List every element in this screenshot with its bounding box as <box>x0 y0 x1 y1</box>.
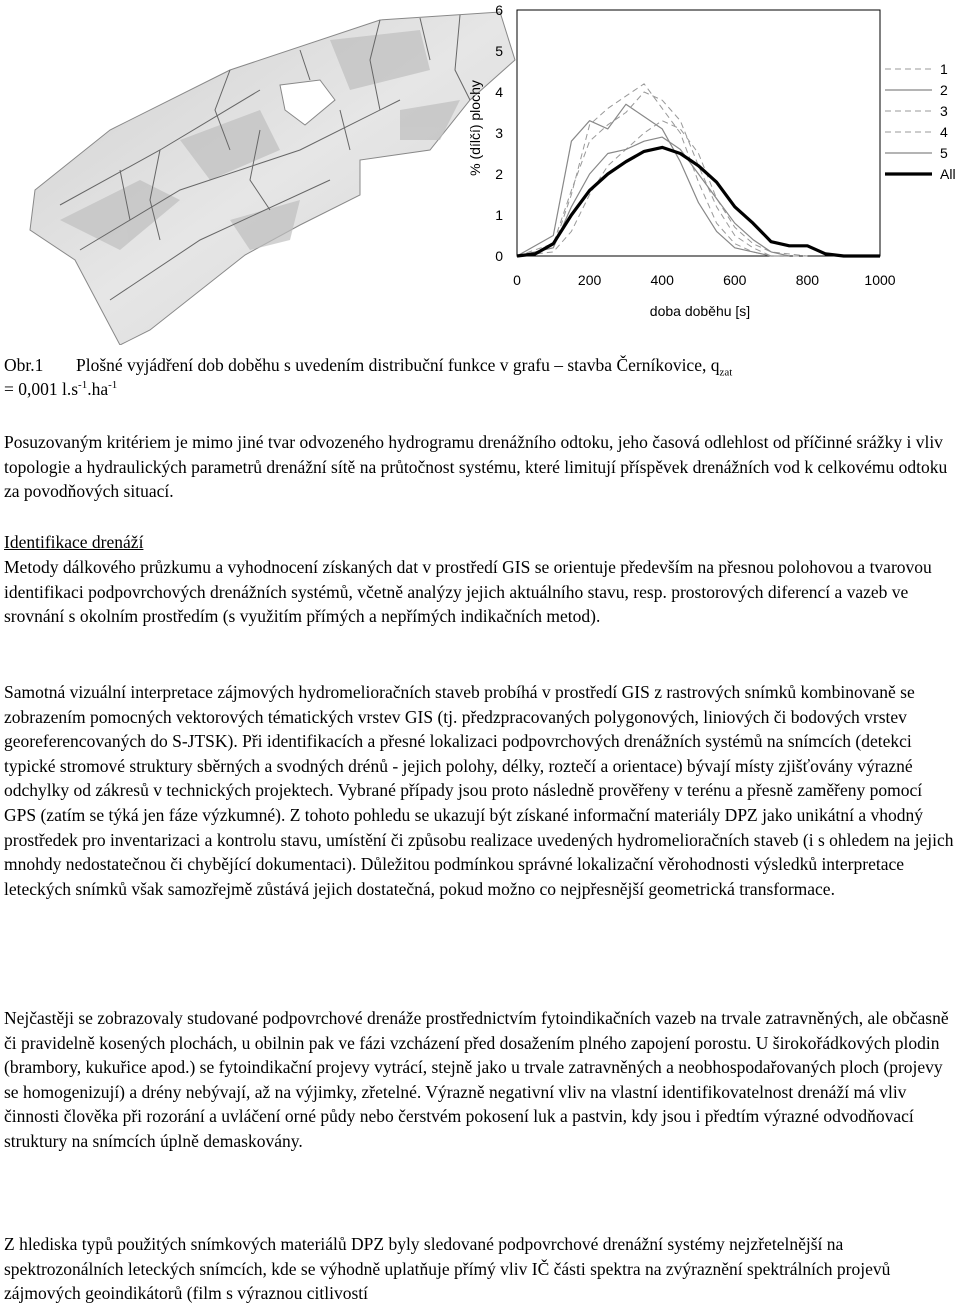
y-tick-label: 5 <box>495 43 503 59</box>
y-tick-label: 4 <box>495 84 503 100</box>
section-heading: Identifikace drenáží <box>4 532 144 552</box>
x-tick-label: 200 <box>577 272 602 288</box>
paragraph-1: Posuzovaným kritériem je mimo jiné tvar odvozeného hydrogramu drenážního odtoku, jeho časová odlehlost od příčinné srážky i vliv topologie a hydraulických parametrů drenážní sítě na průtočnost systému, které limitují příspěvek drenážních vod k celkovému odtoku za povodňových situací. <box>4 432 948 502</box>
legend-label-All: All <box>940 166 956 182</box>
y-tick-label: 0 <box>495 248 503 264</box>
paragraph-2: Metody dálkového průzkumu a vyhodnocení získaných dat v prostředí GIS se orientuje především na přesnou polohovou a tvarovou identifikaci podpovrchových drenážních systémů, včetně analýzy jejich aktuálního stavu, resp. prostorových diferencí a vazeb ve srovnání s okolním prostředím (s využitím přímých a nepřímých indikačních metod). <box>4 557 932 627</box>
plot-frame <box>517 10 880 256</box>
x-tick-label: 800 <box>795 272 820 288</box>
series-line-3 <box>517 92 789 256</box>
x-tick-label: 400 <box>650 272 674 288</box>
caption-line-2: = 0,001 $l.s^{-1}.ha^{-1}$ <box>4 379 118 399</box>
y-tick-label: 1 <box>495 207 503 223</box>
x-tick-label: 0 <box>513 272 521 288</box>
x-tick-label: 1000 <box>864 272 896 288</box>
distribution-chart <box>440 0 960 330</box>
y-tick-label: 2 <box>495 166 503 182</box>
legend-label-3: 3 <box>940 103 948 119</box>
legend-label-1: 1 <box>940 61 948 77</box>
y-axis-label: % (dílčí) plochy <box>467 80 483 176</box>
paragraph-3: Samotná vizuální interpretace zájmových hydromelioračních staveb probíhá v prostředí GIS z rastrových snímků kombinovaně se zobrazením pomocných vektorových tématických vrstev GIS (tj. předzpracovaných polygonových, liniových či bodových vrstev georeferencovaných do S-JTSK). Při identifikacích a přesné lokalizaci podpovrchových drenážních systémů na snímcích (detekci typické stromové struktury sběrných a svodných drénů - jejich polohy, délky, roztečí a orientace) bývají místy zjišťovány výrazné odchylky od zákresů v technických projektech. Vybrané případy jsou proto následně prověřeny v terénu a přesně zaměřeny pomocí GPS (zatím se týká jen fáze výzkumné). Z tohoto pohledu se ukazují být získané informační materiály DPZ jako unikátní a vhodný prostředek pro inventarizaci a kontrolu stavu, umístění či způsobu realizace uvedených hydromelioračních staveb (i s ohledem na jejich mnohdy nedostatečnou či chybějící dokumentaci). Důležitou podmínkou správné lokalizační věrohodnosti výsledků interpretace leteckých snímků však samozřejmě zůstává jejich dostatečná, pokud možno co nejpřesnější geometrická transformace. <box>4 682 954 899</box>
paragraph-5: Z hlediska typů použitých snímkových materiálů DPZ byly sledované podpovrchové drenážní systémy nejzřetelnější na spektrozonálních leteckých snímcích, kde se výhodně uplatňuje přímý vliv IČ části spektra na zvýraznění spektrálních projevů zájmových geoindikátorů (film s výraznou citlivostí <box>4 1234 891 1304</box>
y-tick-label: 6 <box>495 2 503 18</box>
x-tick-label: 600 <box>723 272 747 288</box>
caption-text: Plošné vyjádření dob doběhu s uvedením distribuční funkce v grafu – stavba Černíkovice, $q_{zat}$ <box>76 355 733 379</box>
legend-label-2: 2 <box>940 82 948 98</box>
y-tick-label: 3 <box>495 125 503 141</box>
x-axis-label: doba doběhu [s] <box>649 303 751 319</box>
paragraph-4: Nejčastěji se zobrazovaly studované podpovrchové drenáže prostřednictvím fytoindikačních vazeb na trvale zatravněných, ale občasně či pravidelně kosených plochách, u obilnin pak ve fázi vzcházení před dosažením plného zapojení porostu. U širokořádkových plodin (brambory, kukuřice apod.) se fytoindikační projevy vytrácí, stejně jako u trvale zatravněných a neobhospodařovaných ploch (projevy se homogenizují) a drény nebývají, až na výjimky, zřetelné. Výrazně negativní vliv na vlastní identifikovatelnost drenáží má vliv činnosti člověka při rozorání a uvláčení orné půdy nebo čerstvém pokosení luk a pastvin, kdy jsou i předtím výrazné odvodňovací struktury na snímcích úplně demaskovány. <box>4 1008 949 1151</box>
legend-label-5: 5 <box>940 145 948 161</box>
legend-label-4: 4 <box>940 124 948 140</box>
caption-number: Obr.1 <box>4 355 44 375</box>
